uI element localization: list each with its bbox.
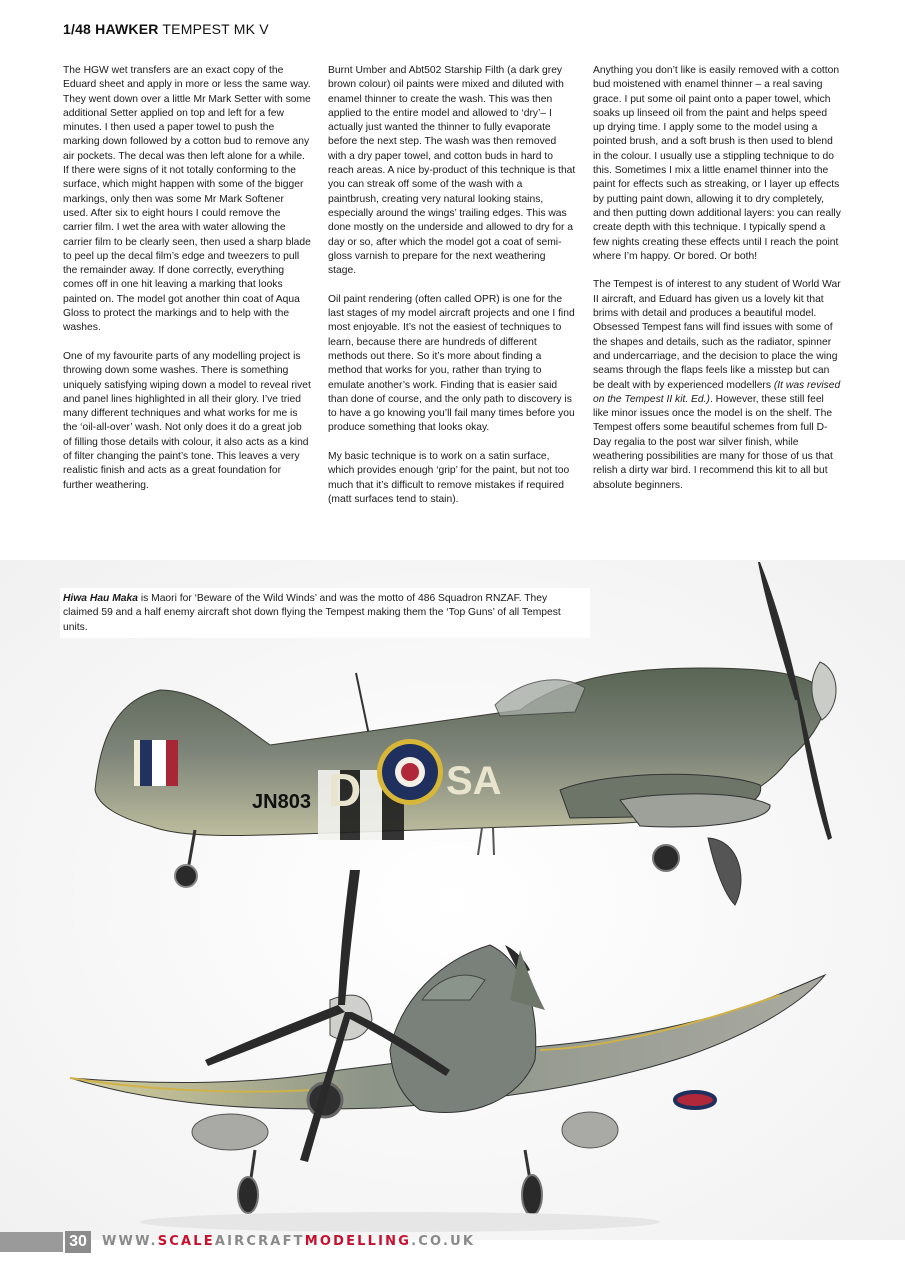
caption-text: is Maori for ‘Beware of the Wild Winds’ and was the motto of 486 Squadron RNZAF. They claimed 59 and a half enemy aircraft shot down flying the Tempest making them the ‘Top Guns’ of all Tempest units. [63, 593, 561, 633]
page-number: 30 [65, 1231, 91, 1253]
header-brand: HAWKER [95, 21, 159, 37]
photo-caption [63, 592, 583, 635]
code-letters-sa: SA [446, 759, 502, 803]
editor-note: (It was revised on the Tempest II kit. Ed.) [593, 379, 841, 405]
serial-marking: JN803 [252, 791, 311, 813]
url-prefix: WWW. [102, 1234, 158, 1249]
page-footer [0, 1231, 905, 1253]
paragraph: Anything you don’t like is easily removed with a cotton bud moistened with enamel thinner – a real saving grace. I put some oil paint onto a paper towel, which soaks up linseed oil from the paint and helps speed up drying time. I apply some to the model using a pointed brush, and a soft brush is then used to blend in the colour. I usually use a stippling technique to do this. Sometimes I mix a little enamel thinner into the paint for effects such as streaking, or I layer up effects by putting paint down, allowing it to dry completely, and then putting down additional layers: you can really create depth with this technique. I typically spend a few nights creating these effects until I reach the point where I’m happy. Or bored. Or both! [593, 65, 841, 262]
text-column-1 [63, 64, 311, 493]
text-column-3 [593, 64, 841, 493]
paragraph: My basic technique is to work on a satin surface, which provides enough ‘grip’ for the paint, but not too much that it’s difficult to remove mistakes if required (matt surfaces tend to stain). [328, 451, 570, 505]
page-header [63, 21, 269, 37]
website-url[interactable] [102, 1234, 475, 1249]
paragraph: Oil paint rendering (often called OPR) is one for the last stages of my model aircraft projects and one I find most enjoyable. It’s not the easiest of techniques to learn, because there are hundreds of different methods out there. So it’s more about finding a method that works for you, rather than trying to emulate another’s work. Finding that is easier said than done of course, and the only path to discovery is to have a go knowing you’ll fail many times before you produce something that looks okay. [328, 293, 575, 434]
code-letter-d: D [328, 764, 362, 816]
header-scale: 1/48 [63, 21, 92, 37]
paragraph: Burnt Umber and Abt502 Starship Filth (a dark grey brown colour) oil paints were mixed and diluted with enamel thinner to create the wash. This was then applied to the entire model and allowed to ‘dry’– I actually just wanted the thinner to fully evaporate before the next step. The wash was then removed with a dry paper towel, and cotton buds in hard to reach areas. A nice by-product of this technique is that you can streak off some of the wash with a paintbrush, creating very natural looking stains, especially around the wings’ trailing edges. This was done mostly on the underside and allowed to dry for a day or so, after which the model got a coat of semi-gloss varnish to prepare for the next weathering stage. [328, 65, 576, 277]
url-aircraft: AIRCRAFT [214, 1234, 305, 1249]
url-suffix: .CO.UK [411, 1234, 476, 1249]
url-scale: SCALE [157, 1234, 215, 1249]
paragraph: The HGW wet transfers are an exact copy of the Eduard sheet and apply in more or less the same way. They went down over a little Mr Mark Setter with some additional Setter applied on top and left for a few minutes. I then used a paper towel to push the marking down followed by a cotton bud to remove any air pockets. The decal was then left alone for a while. If there were signs of it not totally conforming to the surface, which might happen with some of the bigger markings, only then was some Mr Mark Softener used. After six to eight hours I could remove the carrier film. I wet the area with water allowing the carrier film to be clearly seen, then used a sharp blade to peel up the decal film’s edge and tweezers to pull the remainder away. If done correctly, everything comes off in one hit leaving a marking that looks painted on. The model got another thin coat of Aqua Gloss to protect the markings and to help with the washes. [63, 65, 311, 334]
final-text-end: . However, these still feel like minor issues once the model is on the shelf. The Tempest offers some beautiful schemes from full D-Day regalia to the post war silver finish, while weathering possibilities are many for those of us that relish a dirty war bird. I recommend this kit to all but absolute beginners. [593, 393, 833, 491]
text-column-2 [328, 64, 576, 507]
footer-bar [0, 1232, 63, 1252]
paragraph: One of my favourite parts of any modelling project is throwing down some washes. There is something uniquely satisfying wiping down a model to reveal rivet and panel lines highlighted in all their glory. I’ve tried many different techniques and what works for me is the ‘oil-all-over’ wash. Not only does it do a great job of filling those details with colour, it also acts as a kind of filter changing the paint’s tone. This leaves a very realistic finish and acts as a great foundation for further weathering. [63, 350, 311, 491]
paragraph-final [593, 278, 841, 492]
header-model: TEMPEST MK V [162, 21, 269, 37]
tempest-model-photographs [0, 560, 905, 1240]
final-text-start: The Tempest is of interest to any student of World War II aircraft, and Eduard has given us a lovely kit that brims with detail and produces a beautiful model. Obsessed Tempest fans will find issues with some of the shapes and details, such as the radiator, spinner and undercarriage, and the decision to place the wing seams through the flaps feels like a misstep but can be dealt with by experienced modellers [593, 279, 841, 391]
caption-highlight: Hiwa Hau Maka [63, 593, 138, 604]
url-modelling: MODELLING [304, 1234, 412, 1249]
